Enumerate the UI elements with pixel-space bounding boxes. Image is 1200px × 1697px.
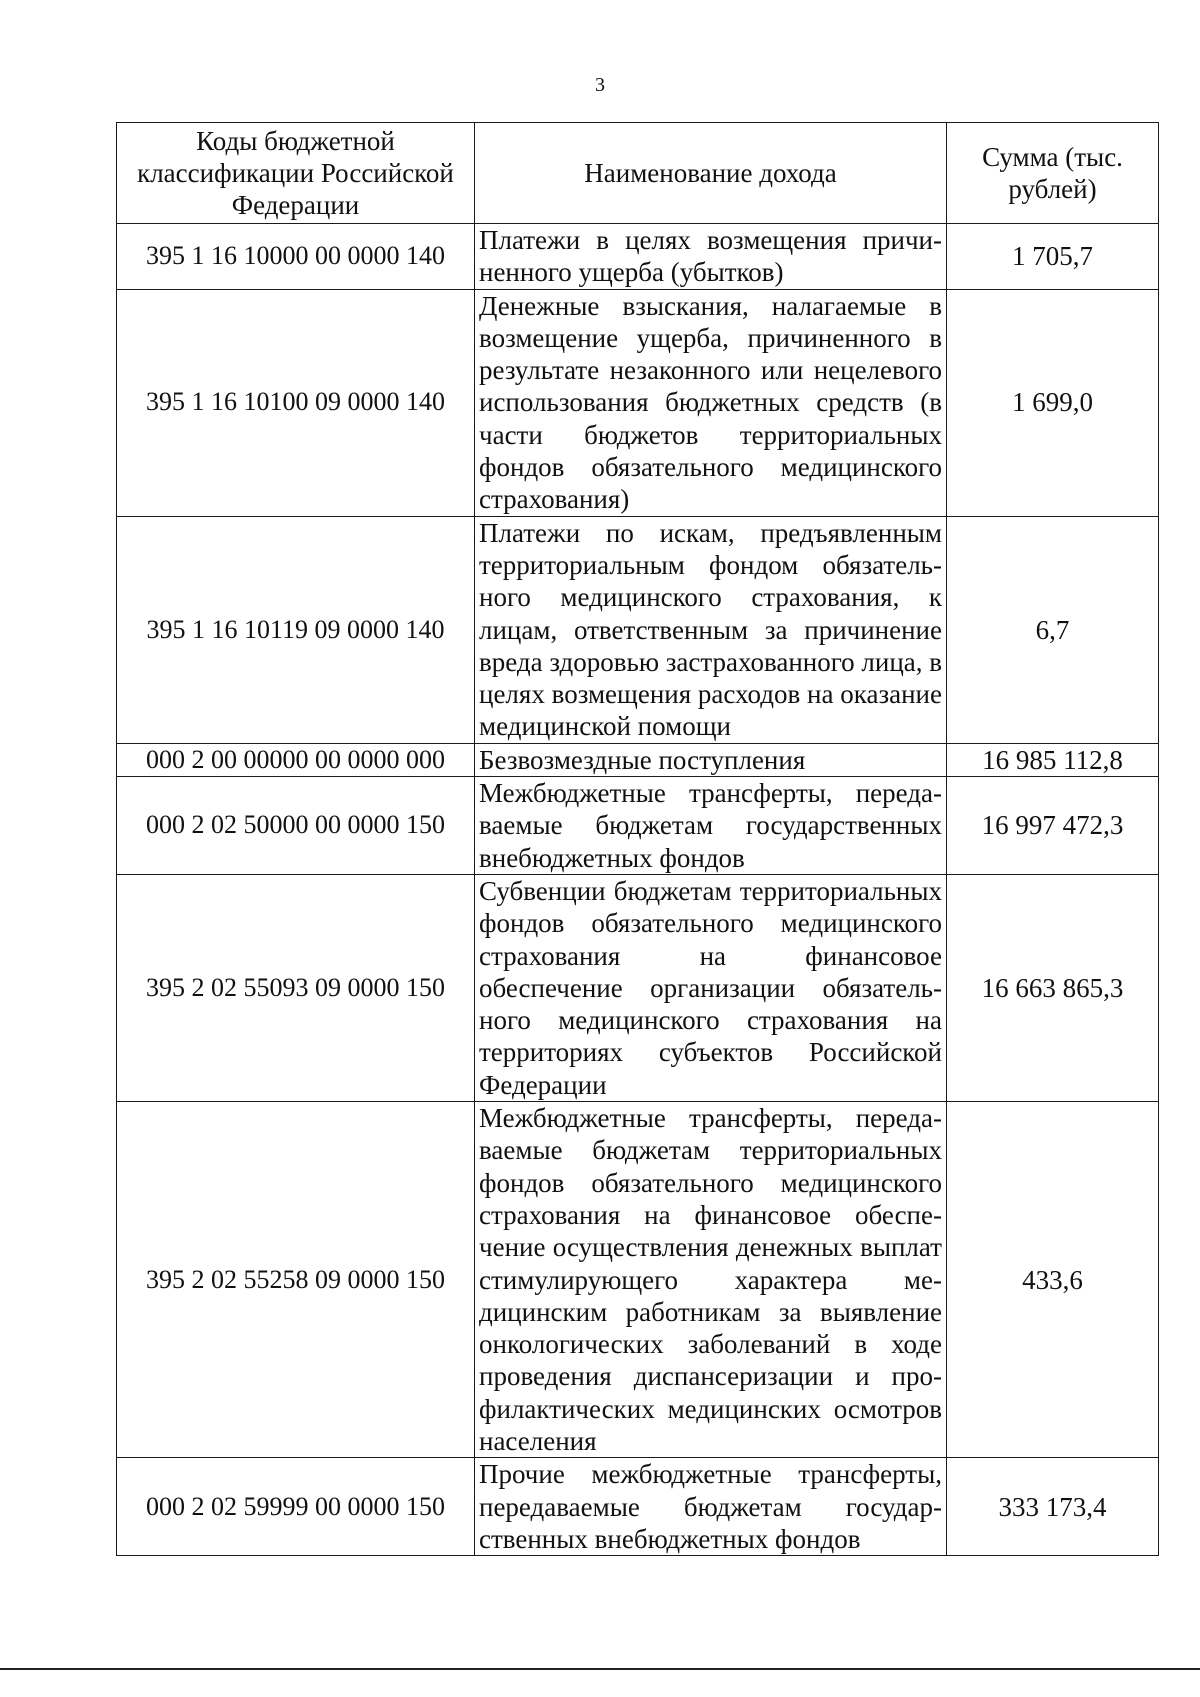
row-sum: 16 663 865,3 <box>947 874 1159 1101</box>
row-name: Платежи в целях возмещения причиненного ущерба (убытков) <box>475 224 947 290</box>
page-number: 3 <box>595 74 605 96</box>
row-sum: 1 705,7 <box>947 224 1159 290</box>
table-row <box>117 224 1159 290</box>
row-code: 395 1 16 10100 09 0000 140 <box>117 289 475 516</box>
row-sum: 333 173,4 <box>947 1458 1159 1556</box>
row-sum: 1 699,0 <box>947 289 1159 516</box>
row-sum: 433,6 <box>947 1102 1159 1458</box>
table-header-row <box>117 123 1159 224</box>
row-sum: 16 985 112,8 <box>947 743 1159 776</box>
row-sum: 16 997 472,3 <box>947 777 1159 875</box>
row-name: Денежные взыскания, налагаемые в возмещение ущерба, причиненного в результате незаконного или нецелевого использования бюджетных средств (в части бюджетов территориальных фондов обязательного медицинского страхования) <box>475 289 947 516</box>
row-name: Прочие межбюджетные трансферты, передаваемые бюджетам государственных внебюджетных фондов <box>475 1458 947 1556</box>
budget-income-table <box>116 122 1159 1556</box>
table-row <box>117 516 1159 743</box>
table-body <box>117 224 1159 1556</box>
row-code: 395 2 02 55093 09 0000 150 <box>117 874 475 1101</box>
header-name: Наименование дохода <box>475 123 947 224</box>
table-row <box>117 874 1159 1101</box>
table-row <box>117 743 1159 776</box>
table-row <box>117 1458 1159 1556</box>
row-name: Межбюджетные трансферты, передаваемые бюджетам государственных внебюджетных фондов <box>475 777 947 875</box>
table-row <box>117 289 1159 516</box>
footer-divider <box>0 1668 1200 1670</box>
header-code: Коды бюджетной классификации Российской Федерации <box>117 123 475 224</box>
row-code: 395 1 16 10119 09 0000 140 <box>117 516 475 743</box>
row-code: 000 2 02 59999 00 0000 150 <box>117 1458 475 1556</box>
row-sum: 6,7 <box>947 516 1159 743</box>
row-code: 000 2 00 00000 00 0000 000 <box>117 743 475 776</box>
table-row <box>117 777 1159 875</box>
row-code: 395 2 02 55258 09 0000 150 <box>117 1102 475 1458</box>
header-sum: Сумма (тыс. рублей) <box>947 123 1159 224</box>
row-code: 395 1 16 10000 00 0000 140 <box>117 224 475 290</box>
row-name: Безвозмездные поступления <box>475 743 947 776</box>
row-name: Платежи по искам, предъявленным территориальным фондом обязательного медицинского страхования, к лицам, ответственным за причинение вреда здоровью застрахованного лица, в целях возмещения расходов на оказание медицинской помощи <box>475 516 947 743</box>
row-name: Межбюджетные трансферты, передаваемые бюджетам территориальных фондов обязательного медицинского страхования на финансовое обеспечение осуществления денежных выплат стимулирующего характера медицинским работникам за выявление онкологических заболеваний в ходе проведения диспансеризации и профилактических медицинских осмотров населения <box>475 1102 947 1458</box>
row-code: 000 2 02 50000 00 0000 150 <box>117 777 475 875</box>
row-name: Субвенции бюджетам территориальных фондов обязательного медицинского страхования на финансовое обеспечение организации обязательного медицинского страхования на территориях субъектов Российской Федерации <box>475 874 947 1101</box>
table-row <box>117 1102 1159 1458</box>
